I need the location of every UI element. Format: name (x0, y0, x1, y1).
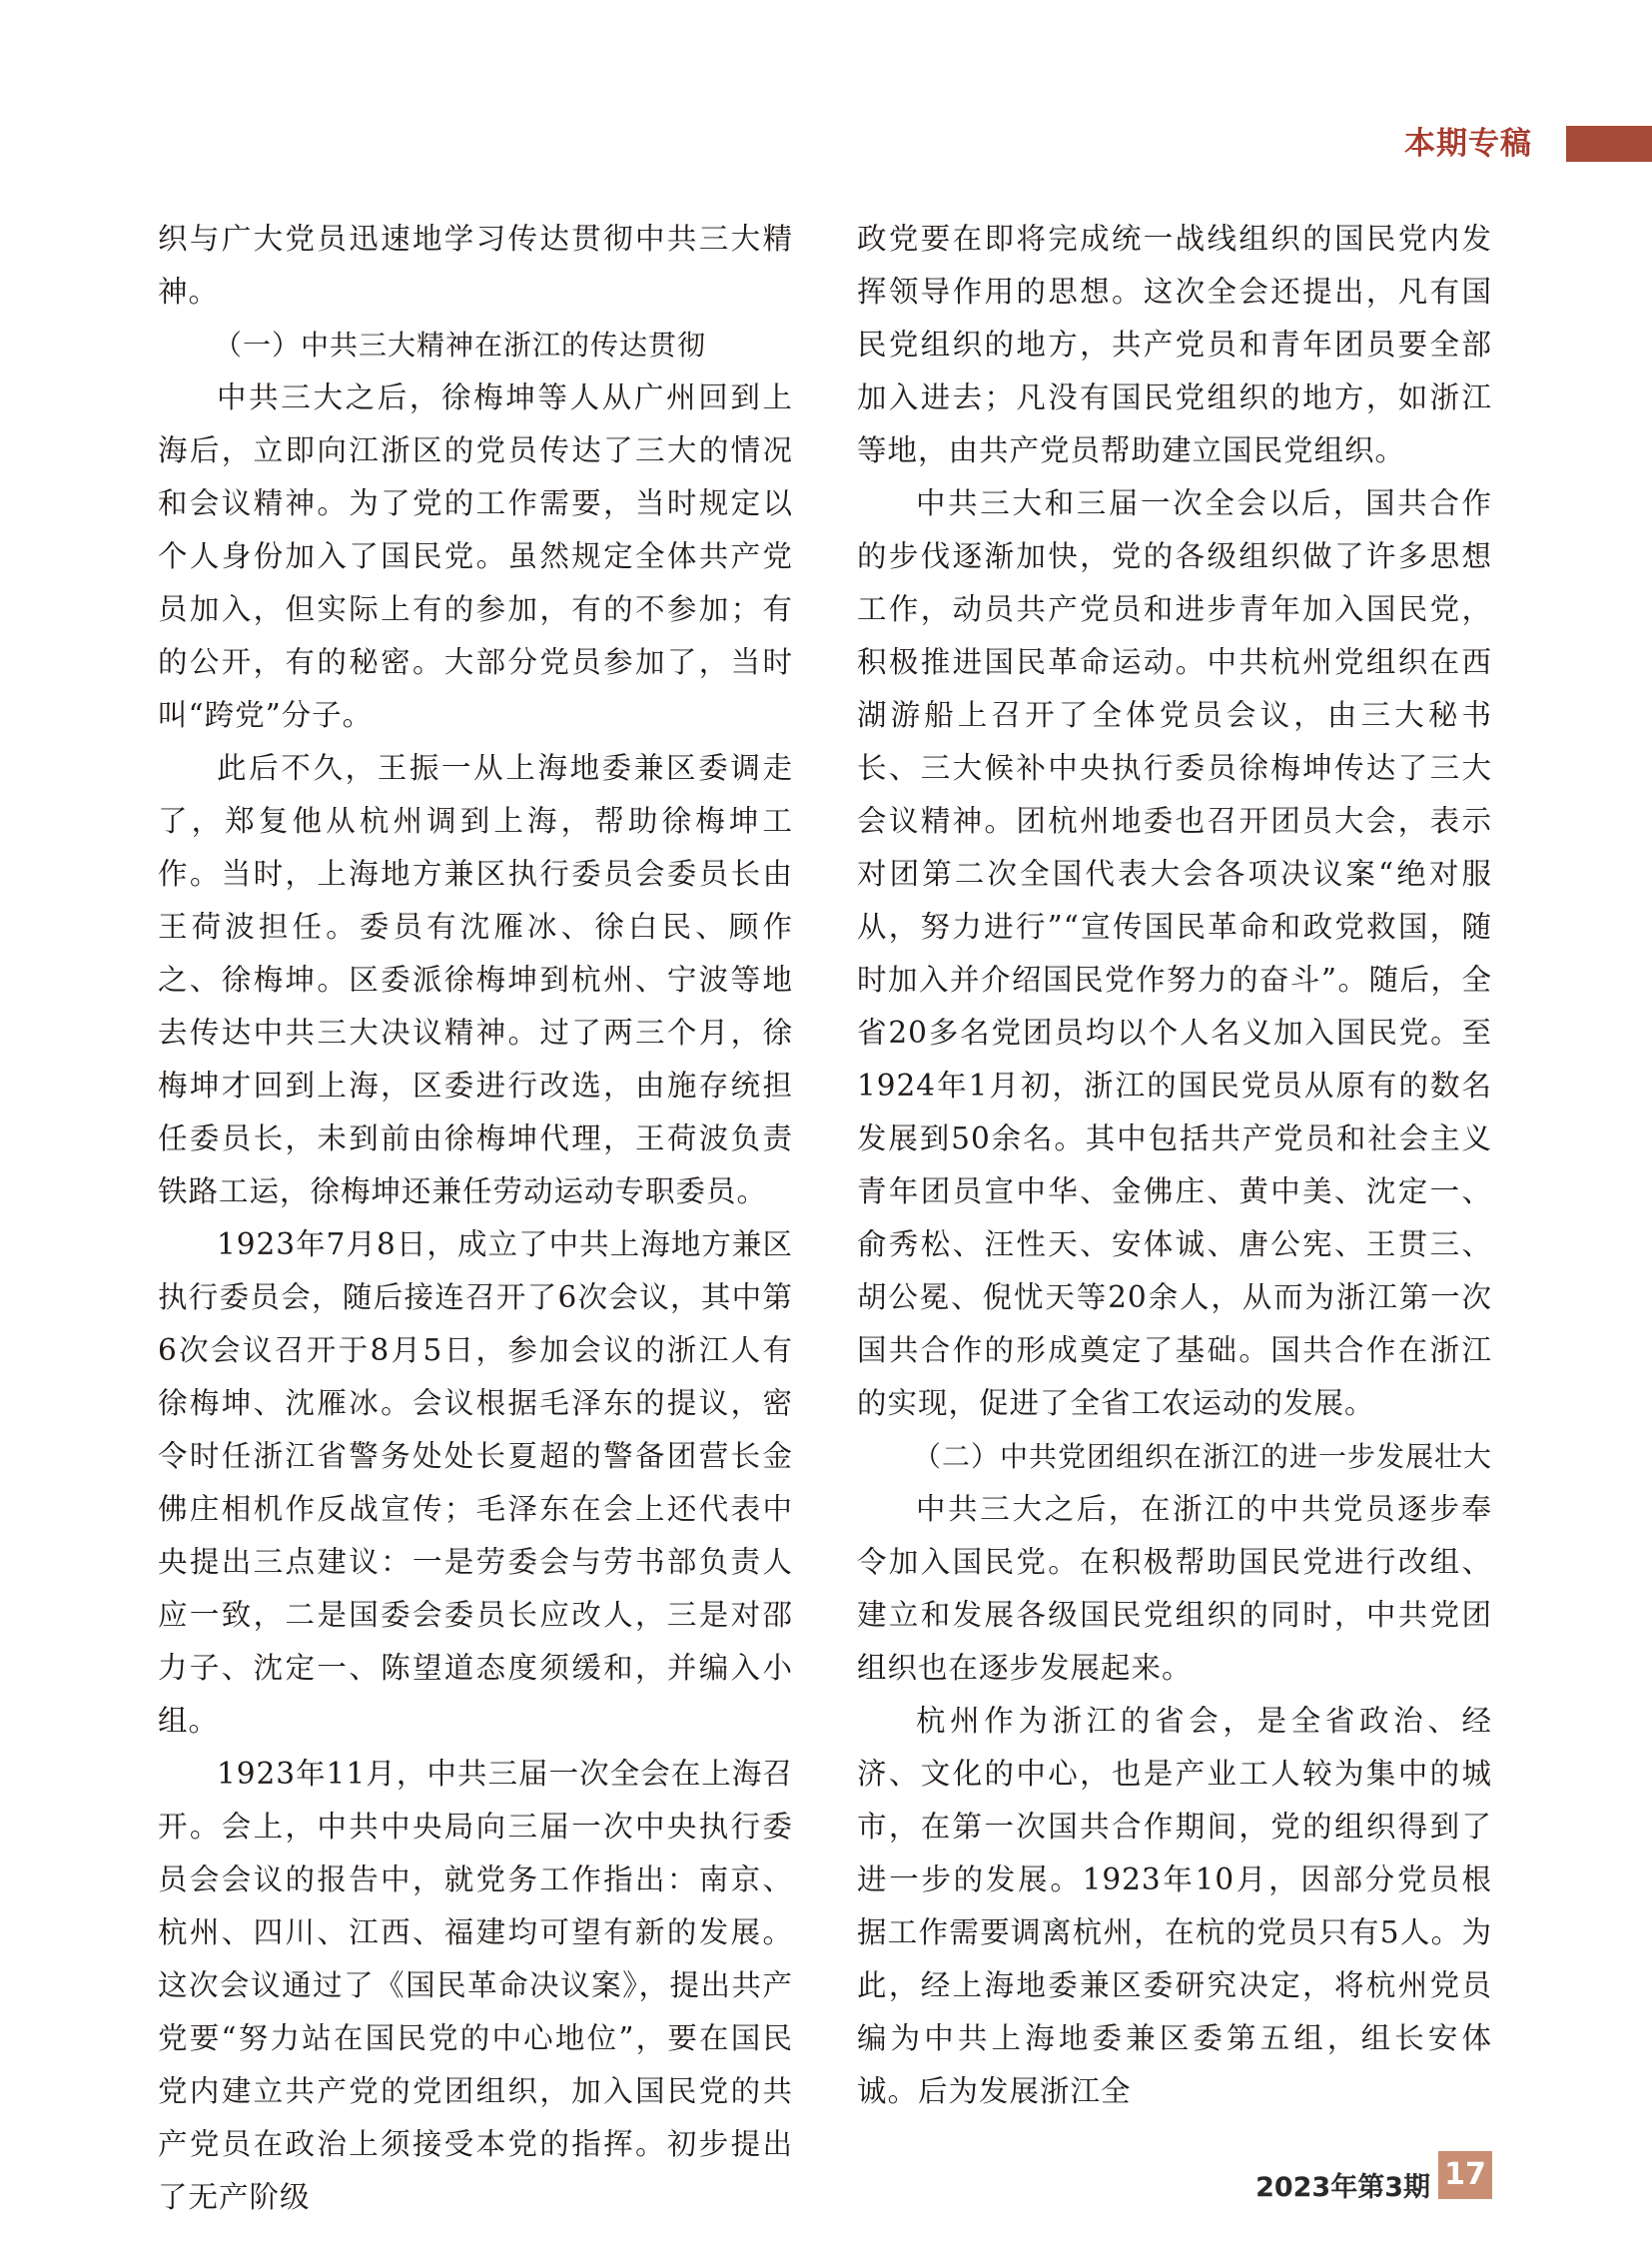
section-color-bar (1566, 126, 1652, 162)
body-paragraph: 1923年7月8日，成立了中共上海地方兼区执行委员会，随后接连召开了6次会议，其中第6次会议召开于8月5日，参加会议的浙江人有徐梅坤、沈雁冰。会议根据毛泽东的提议，密令时任浙江省警务处处长夏超的警备团营长金佛庄相机作反战宣传；毛泽东在会上还代表中央提出三点建议：一是劳委会与劳书部负责人应一致，二是国委会委员长应改人，三是对邵力子、沈定一、陈望道态度须缓和，并编入小组。 (158, 1227, 793, 1738)
body-paragraph: 杭州作为浙江的省会，是全省政治、经济、文化的中心，也是产业工人较为集中的城市，在第一次国共合作期间，党的组织得到了进一步的发展。1923年10月，因部分党员根据工作需要调离杭州，在杭的党员只有5人。为此，经上海地委兼区委研究决定，将杭州党员编为中共上海地委兼区委第五组，组长安体诚。后为发展浙江全 (857, 1704, 1492, 2108)
section-heading: （一）中共三大精神在浙江的传达贯彻 (214, 329, 707, 362)
page-number: 17 (1438, 2151, 1492, 2199)
issue-label: 2023年第3期 (1255, 2172, 1430, 2203)
body-paragraph: 中共三大和三届一次全会以后，国共合作的步伐逐渐加快，党的各级组织做了许多思想工作，动员共产党员和进步青年加入国民党，积极推进国民革命运动。中共杭州党组织在西湖游船上召开了全体党员会议，由三大秘书长、三大候补中央执行委员徐梅坤传达了三大会议精神。团杭州地委也召开团员大会，表示对团第二次全国代表大会各项决议案“绝对服从，努力进行”“宣传国民革命和政党救国，随时加入并介绍国民党作努力的奋斗”。随后，全省20多名党团员均以个人名义加入国民党。至1924年1月初，浙江的国民党员从原有的数名发展到50余名。其中包括共产党员和社会主义青年团员宣中华、金佛庄、黄中美、沈定一、俞秀松、汪性天、安体诚、唐公宪、王贯三、胡公冕、倪忧天等20余人，从而为浙江第一次国共合作的形成奠定了基础。国共合作在浙江的实现，促进了全省工农运动的发展。 (857, 486, 1492, 1420)
left-column (158, 213, 793, 2224)
section-label: 本期专稿 (1404, 126, 1532, 162)
right-column (857, 213, 1492, 2118)
body-paragraph: 织与广大党员迅速地学习传达贯彻中共三大精神。 (158, 222, 793, 309)
section-heading: （二）中共党团组织在浙江的进一步发展壮大 (913, 1440, 1493, 1473)
body-paragraph: 政党要在即将完成统一战线组织的国民党内发挥领导作用的思想。这次全会还提出，凡有国民党组织的地方，共产党员和青年团员要全部加入进去；凡没有国民党组织的地方，如浙江等地，由共产党员帮助建立国民党组织。 (857, 222, 1492, 467)
body-paragraph: 此后不久，王振一从上海地委兼区委调走了，郑复他从杭州调到上海，帮助徐梅坤工作。当时，上海地方兼区执行委员会委员长由王荷波担任。委员有沈雁冰、徐白民、顾作之、徐梅坤。区委派徐梅坤到杭州、宁波等地去传达中共三大决议精神。过了两三个月，徐梅坤才回到上海，区委进行改选，由施存统担任委员长，未到前由徐梅坤代理，王荷波负责铁路工运，徐梅坤还兼任劳动运动专职委员。 (158, 751, 793, 1208)
body-paragraph: 中共三大之后，徐梅坤等人从广州回到上海后，立即向江浙区的党员传达了三大的情况和会议精神。为了党的工作需要，当时规定以个人身份加入了国民党。虽然规定全体共产党员加入，但实际上有的参加，有的不参加；有的公开，有的秘密。大部分党员参加了，当时叫“跨党”分子。 (158, 380, 793, 732)
body-paragraph: 1923年11月，中共三届一次全会在上海召开。会上，中共中央局向三届一次中央执行委员会会议的报告中，就党务工作指出：南京、杭州、四川、江西、福建均可望有新的发展。这次会议通过了《国民革命决议案》，提出共产党要“努力站在国民党的中心地位”，要在国民党内建立共产党的党团组织，加入国民党的共产党员在政治上须接受本党的指挥。初步提出了无产阶级 (158, 1757, 793, 2214)
body-paragraph: 中共三大之后，在浙江的中共党员逐步奉令加入国民党。在积极帮助国民党进行改组、建立和发展各级国民党组织的同时，中共党团组织也在逐步发展起来。 (857, 1492, 1492, 1685)
